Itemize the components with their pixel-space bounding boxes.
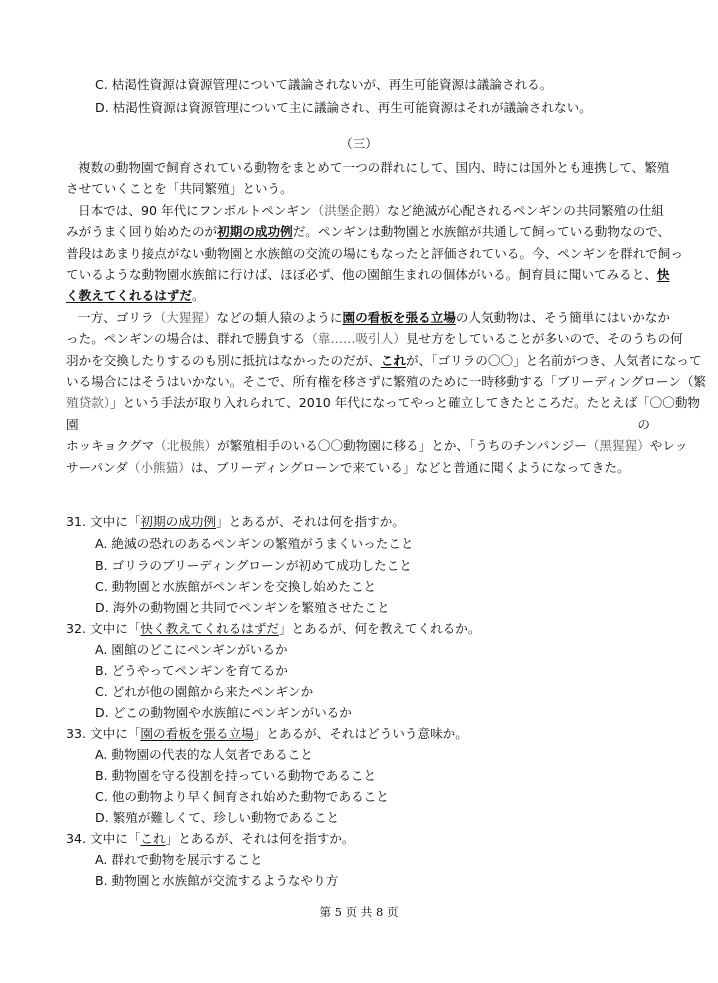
highlight-zoo-signboard: 園の看板を張る立場	[342, 309, 456, 325]
question-33: 33. 文中に「園の看板を張る立場」とあるが、それはどういう意味か。	[66, 726, 468, 741]
q32-option-a[interactable]: A. 園館のどこにペンギンがいるか	[95, 642, 288, 657]
q33-option-d[interactable]: D. 繁殖が難しくて、珍しい動物であること	[95, 810, 340, 825]
option-c-prev: C. 枯渇性資源は資源管理について議論されないが、再生可能資源は議論される。	[95, 77, 553, 92]
option-d-prev: D. 枯渇性資源は資源管理について主に議論され、再生可能資源はそれが議論されない。	[95, 100, 592, 115]
passage-line: みがうまく回り始めたのが初期の成功例だ。ペンギンは動物園と水族館が共通して飼っている動物なので、	[66, 224, 671, 240]
passage	[66, 157, 707, 478]
section-title: （三）	[340, 136, 378, 151]
highlight-kore: これ	[380, 352, 407, 368]
q31-option-d[interactable]: D. 海外の動物園と共同でペンギンを繁殖させたこと	[95, 600, 390, 615]
passage-line: ているような動物園水族館に行けば、ほぼ必ず、他の園館生まれの個体がいる。飼育員に聞いてみると、快	[66, 267, 670, 283]
passage-line: 日本では、90 年代にフンボルトペンギン（洪堡企鹅）など絶滅が心配されるペンギンの共同繁殖の仕組	[78, 202, 664, 218]
q31-option-b[interactable]: B. ゴリラのブリーディングローンが初めて成功したこと	[95, 558, 412, 573]
passage-line: 一方、ゴリラ（大猩猩）などの類人猿のように園の看板を張る立場の人気動物は、そう簡単にはいかなか	[78, 309, 670, 325]
q31-option-a[interactable]: A. 絶滅の恐れのあるペンギンの繁殖がうまくいったこと	[95, 536, 414, 551]
q32-option-c[interactable]: C. どれが他の園館から来たペンギンか	[95, 684, 314, 699]
passage-line: った。ペンギンの場合は、群れで勝負する（靠……吸引人）見せ方をしていることが多いので、そのうちの何	[66, 331, 683, 347]
q33-option-b[interactable]: B. 動物園を守る役割を持っている動物であること	[95, 768, 377, 783]
question-31: 31. 文中に「初期の成功例」とあるが、それは何を指すか。	[66, 514, 405, 529]
passage-line: いる場合にはそうはいかない。そこで、所有権を移さずに繁殖のために一時移動する「ブリーディングローン（繁	[66, 374, 707, 390]
q34-option-a[interactable]: A. 群れで動物を展示すること	[95, 852, 263, 867]
q32-option-d[interactable]: D. どこの動物園や水族館にペンギンがいるか	[95, 705, 352, 720]
q33-option-c[interactable]: C. 他の動物より早く飼育され始めた動物であること	[95, 789, 389, 804]
passage-line: ホッキョクグマ（北极熊）が繁殖相手のいる〇〇動物園に移る」とか、「うちのチンパンジー（黑猩猩）やレッ	[66, 438, 688, 454]
passage-line: 複数の動物園で飼育されている動物をまとめて一つの群れにして、国内、時には国外とも連携して、繁殖	[78, 160, 670, 175]
passage-line: く教えてくれるはずだ。	[66, 288, 205, 304]
passage-line: させていくことを「共同繁殖」という。	[66, 181, 293, 197]
question-34: 34. 文中に「これ」とあるが、それは何を指すか。	[66, 831, 355, 846]
q34-option-b[interactable]: B. 動物園と水族館が交流するようなやり方	[95, 873, 339, 888]
q31-option-c[interactable]: C. 動物園と水族館がペンギンを交換し始めたこと	[95, 579, 377, 594]
page-footer: 第 5 页 共 8 页	[319, 905, 399, 919]
q33-option-a[interactable]: A. 動物園の代表的な人気者であること	[95, 747, 313, 762]
passage-line: 園 の	[66, 416, 650, 432]
highlight-kindly-teach: く教えてくれるはずだ	[66, 288, 192, 304]
passage-line: サーパンダ（小熊猫）は、ブリーディングローンで来ている」などと普通に聞くようになってきた。	[66, 459, 630, 475]
question-32: 32. 文中に「快く教えてくれるはずだ」とあるが、何を教えてくれるか。	[66, 621, 481, 636]
passage-line: 普段はあまり接点がない動物園と水族館の交流の場にもなったと評価されている。今、ペンギンを群れで飼っ	[66, 245, 683, 261]
passage-line: 殖贷款）」という手法が取り入れられて、2010 年代になってやっと確立してきたところだ。たとえば「〇〇動物	[66, 395, 701, 411]
q32-option-b[interactable]: B. どうやってペンギンを育てるか	[95, 663, 288, 678]
passage-line: 羽かを交換したりするのも別に抵抗はなかったのだが、これが、「ゴリラの〇〇」と名前がつき、人気者になって	[66, 352, 702, 368]
highlight-initial-success: 初期の成功例	[217, 224, 293, 240]
